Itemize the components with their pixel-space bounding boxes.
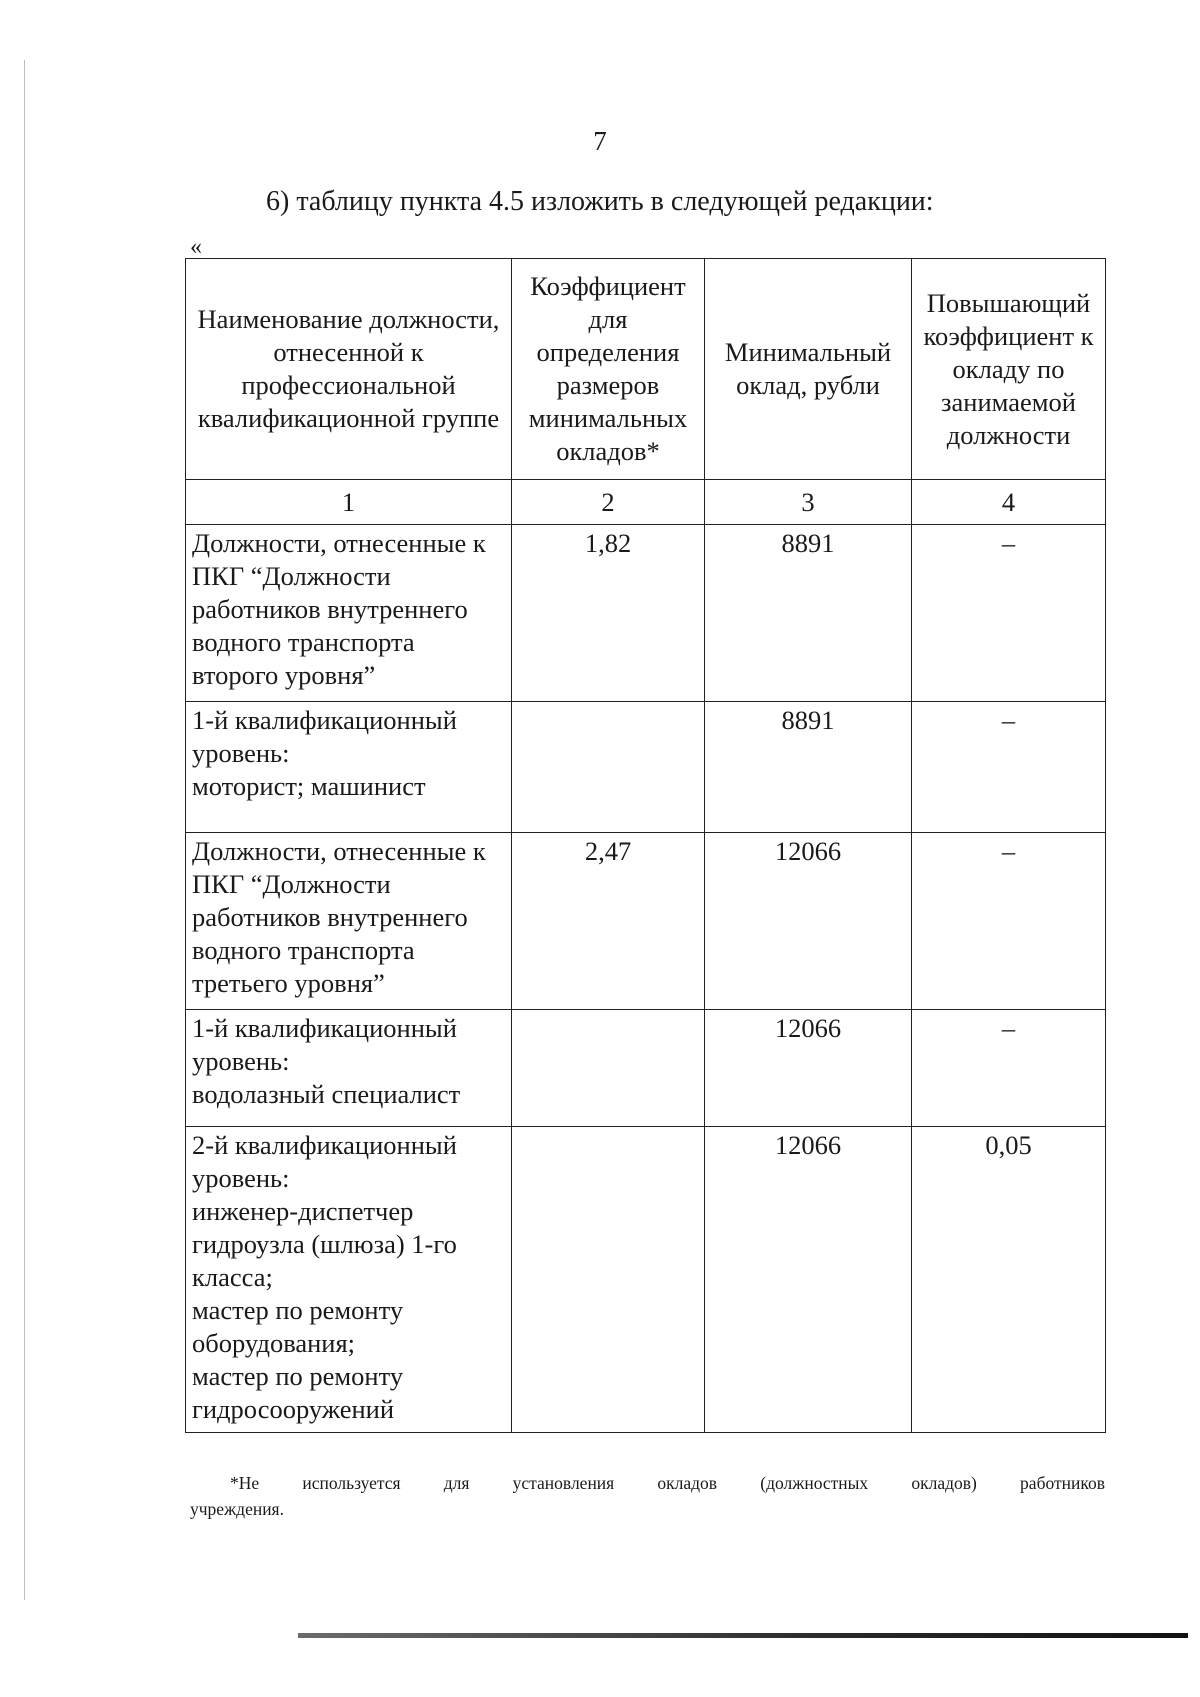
salary-cell: 12066 xyxy=(705,1010,912,1127)
salary-cell: 12066 xyxy=(705,833,912,1010)
footnote xyxy=(190,1470,1105,1522)
salary-table xyxy=(185,258,1106,1433)
scan-edge xyxy=(24,60,25,1600)
footnote-line-2: учреждения. xyxy=(190,1499,284,1519)
header-raise-coefficient: Повышающий коэффициент к окладу по занимаемой должности xyxy=(912,259,1106,480)
opening-quote: « xyxy=(190,234,202,260)
salary-cell: 12066 xyxy=(705,1127,912,1433)
table-row xyxy=(186,1010,1106,1127)
position-name-cell: Должности, отнесенные к ПКГ “Должности работников внутреннего водного транспорта третьего уровня” xyxy=(186,833,512,1010)
raise-cell: 0,05 xyxy=(912,1127,1106,1433)
table-row xyxy=(186,1127,1106,1433)
footnote-line-1: *Не используется для установления окладов (должностных окладов) работников xyxy=(230,1473,1105,1493)
table-row xyxy=(186,525,1106,702)
page-number: 7 xyxy=(593,126,607,156)
position-name-cell: 1-й квалификационный уровень: моторист; машинист xyxy=(186,702,512,833)
raise-cell: – xyxy=(912,525,1106,702)
header-position-name: Наименование должности, отнесенной к профессиональной квалификационной группе xyxy=(186,259,512,480)
position-name-cell: 1-й квалификационный уровень: водолазный специалист xyxy=(186,1010,512,1127)
header-min-salary: Минимальный оклад, рубли xyxy=(705,259,912,480)
table-header-row xyxy=(186,259,1106,480)
table-row xyxy=(186,833,1106,1010)
salary-cell: 8891 xyxy=(705,702,912,833)
coefficient-cell xyxy=(512,1010,705,1127)
intro-text: 6) таблицу пункта 4.5 изложить в следующей редакции: xyxy=(266,186,934,217)
raise-cell: – xyxy=(912,702,1106,833)
bottom-rule xyxy=(298,1633,1188,1638)
column-number-row xyxy=(186,480,1106,525)
column-number: 1 xyxy=(186,480,512,525)
salary-cell: 8891 xyxy=(705,525,912,702)
column-number: 4 xyxy=(912,480,1106,525)
raise-cell: – xyxy=(912,833,1106,1010)
raise-cell: – xyxy=(912,1010,1106,1127)
position-name-cell: 2-й квалификационный уровень: инженер-диспетчер гидроузла (шлюза) 1-го класса; мастер по ремонту оборудования; мастер по ремонту гидросооружений xyxy=(186,1127,512,1433)
coefficient-cell xyxy=(512,1127,705,1433)
coefficient-cell xyxy=(512,702,705,833)
position-name-cell: Должности, отнесенные к ПКГ “Должности работников внутреннего водного транспорта второго уровня” xyxy=(186,525,512,702)
coefficient-cell: 1,82 xyxy=(512,525,705,702)
column-number: 3 xyxy=(705,480,912,525)
table-row xyxy=(186,702,1106,833)
header-coefficient: Коэффициент для определения размеров минимальных окладов* xyxy=(512,259,705,480)
column-number: 2 xyxy=(512,480,705,525)
coefficient-cell: 2,47 xyxy=(512,833,705,1010)
